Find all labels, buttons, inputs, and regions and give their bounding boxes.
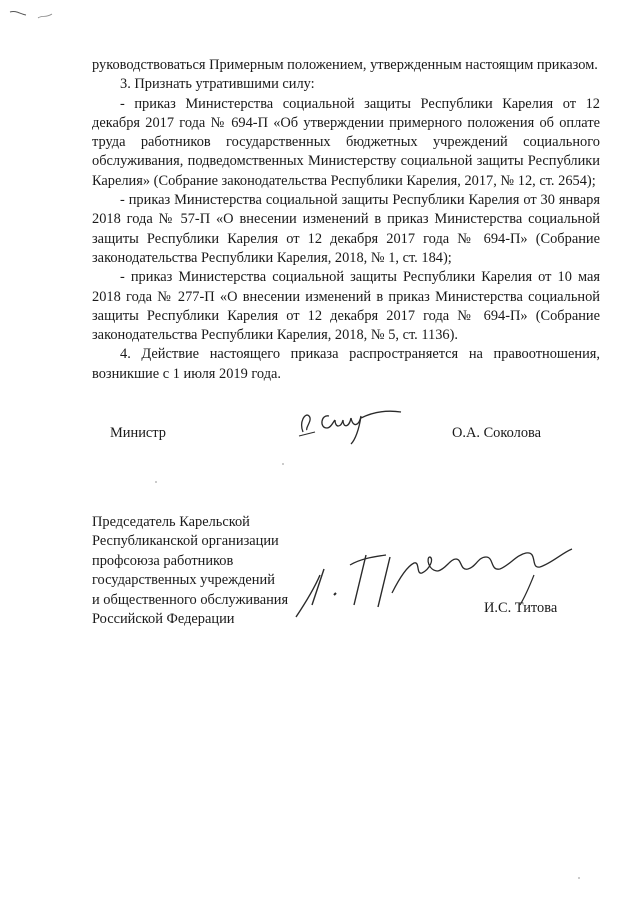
scan-speck xyxy=(282,463,284,465)
paragraph-item-3: 3. Признать утратившими силу: xyxy=(120,76,315,93)
paragraph-order-694: - приказ Министерства социальной защиты Республики Карелия от 12 декабря 2017 года № 694-П «Об утверждении примерного положения об оплате труда работников государственных бюджетных учреждений социального обслуживания, подведомственных Министерству социальной защиты Республики Карелия» (Собрание законодательства Республики Карелия, 2017, № 12, ст. 2654); xyxy=(92,95,600,189)
scan-speck xyxy=(155,481,157,483)
union-title-line: профсоюза работников xyxy=(92,552,234,569)
union-title-line: государственных учреждений xyxy=(92,572,275,589)
minister-title: Министр xyxy=(110,425,166,441)
document-body xyxy=(92,56,600,384)
minister-name: О.А. Соколова xyxy=(452,425,542,441)
scan-speck xyxy=(578,877,580,879)
union-title-line: Российской Федерации xyxy=(92,611,235,628)
paragraph-item-4: 4. Действие настоящего приказа распространяется на правоотношения, возникшие с 1 июля 2019 года. xyxy=(92,346,600,382)
union-chair-name: И.С. Титова xyxy=(484,600,558,616)
paragraph-continuation: руководствоваться Примерным положением, утвержденным настоящим приказом. xyxy=(92,57,598,73)
corner-scan-mark xyxy=(8,6,58,22)
union-title-line: Республиканской организации xyxy=(92,533,279,550)
paragraph-order-277: - приказ Министерства социальной защиты Республики Карелия от 10 мая 2018 года № 277-П «О внесении изменений в приказ Министерства социальной защиты Республики Карелия от 12 декабря 2017 года № 694-П» (Собрание законодательства Республики Карелия, 2018, № 5, ст. 1136). xyxy=(92,269,600,344)
union-signature xyxy=(290,545,580,620)
minister-signature xyxy=(295,398,405,448)
paragraph-order-57: - приказ Министерства социальной защиты Республики Карелия от 30 января 2018 года № 57-П «О внесении изменений в приказ Министерства социальной защиты Республики Карелия от 12 декабря 2017 года № 694-П» (Собрание законодательства Республики Карелия, 2018, № 1, ст. 184); xyxy=(92,192,600,266)
union-title-line: Председатель Карельской xyxy=(92,514,250,530)
union-title-line: и общественного обслуживания xyxy=(92,591,289,608)
